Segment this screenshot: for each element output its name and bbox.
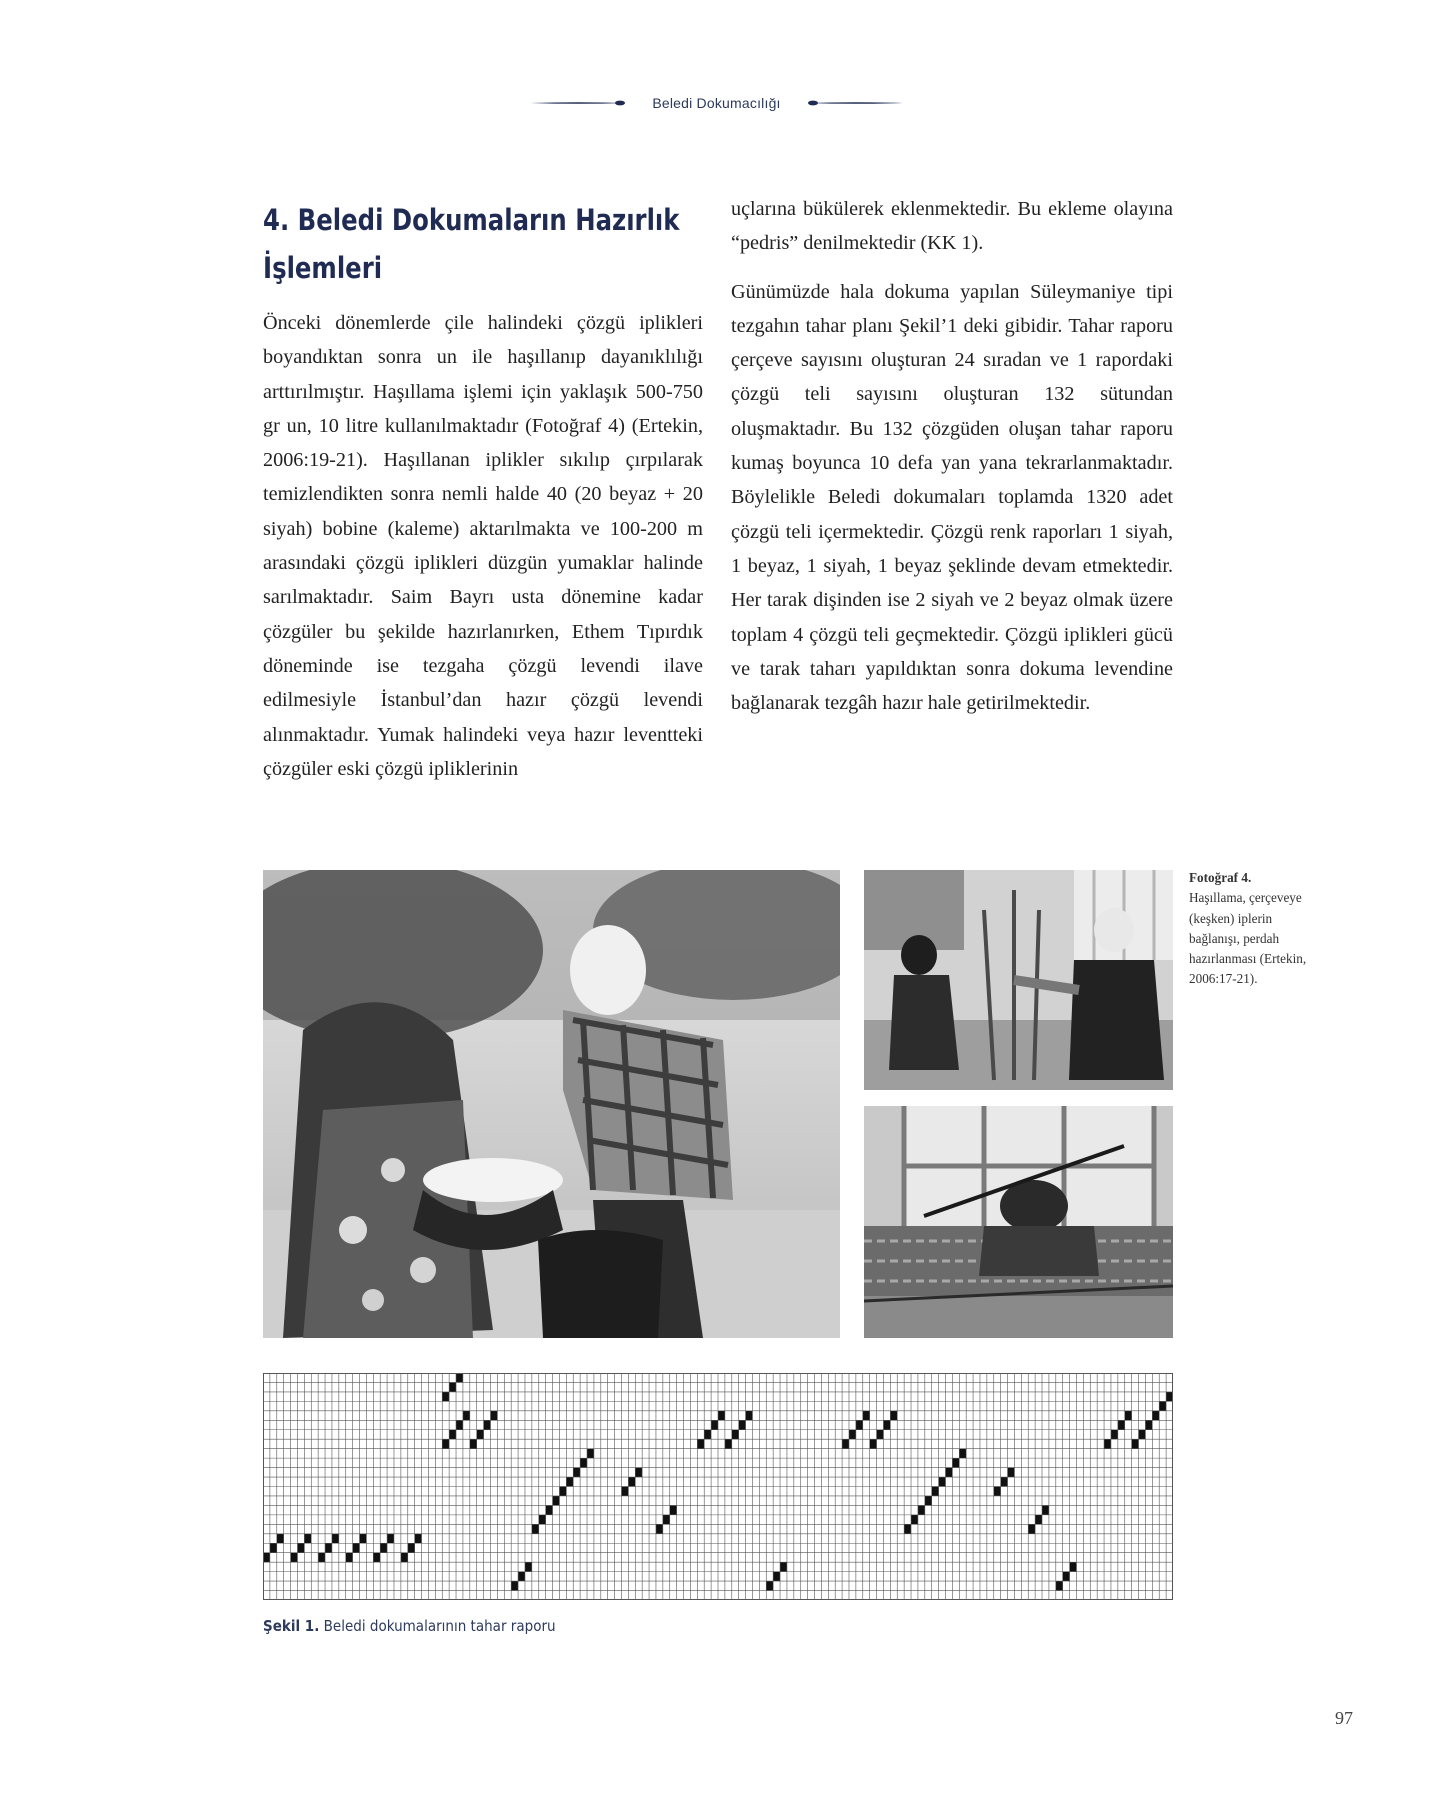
draft-filled-cell bbox=[994, 1487, 1001, 1496]
draft-filled-cell bbox=[449, 1382, 456, 1391]
figure-caption-text: Beledi dokumalarının tahar raporu bbox=[323, 1617, 556, 1635]
draft-filled-cell bbox=[911, 1515, 918, 1524]
draft-filled-cell bbox=[628, 1477, 635, 1486]
draft-filled-cell bbox=[842, 1439, 849, 1448]
left-ornament-icon bbox=[530, 98, 626, 108]
draft-filled-cell bbox=[656, 1524, 663, 1533]
draft-filled-cell bbox=[925, 1496, 932, 1505]
draft-filled-cell bbox=[1008, 1468, 1015, 1477]
draft-filled-cell bbox=[766, 1581, 773, 1590]
draft-filled-cell bbox=[952, 1458, 959, 1467]
draft-filled-cell bbox=[1035, 1515, 1042, 1524]
draft-filled-cell bbox=[890, 1411, 897, 1420]
left-column bbox=[263, 306, 703, 786]
draft-filled-cell bbox=[491, 1411, 498, 1420]
draft-filled-cell bbox=[304, 1534, 311, 1543]
draft-filled-cell bbox=[297, 1543, 304, 1552]
figure-caption bbox=[263, 1617, 556, 1635]
draft-filled-cell bbox=[415, 1534, 422, 1543]
photo-perdah-preparation bbox=[864, 1106, 1173, 1338]
draft-filled-cell bbox=[718, 1411, 725, 1420]
draft-filled-cell bbox=[883, 1420, 890, 1429]
draft-filled-cell bbox=[553, 1496, 560, 1505]
draft-filled-cell bbox=[353, 1543, 360, 1552]
draft-filled-cell bbox=[532, 1524, 539, 1533]
draft-filled-cell bbox=[587, 1449, 594, 1458]
draft-filled-cell bbox=[711, 1420, 718, 1429]
section-title: 4. Beledi Dokumaların Hazırlık İşlemleri bbox=[263, 203, 680, 285]
photo-caption-label: Fotoğraf 4. bbox=[1189, 870, 1252, 885]
draft-filled-cell bbox=[1159, 1401, 1166, 1410]
draft-filled-cell bbox=[1056, 1581, 1063, 1590]
running-title: Beledi Dokumacılığı bbox=[652, 95, 781, 111]
draft-filled-cell bbox=[739, 1420, 746, 1429]
draft-filled-cell bbox=[621, 1487, 628, 1496]
draft-filled-cell bbox=[1028, 1524, 1035, 1533]
draft-filled-cell bbox=[484, 1420, 491, 1429]
draft-filled-cell bbox=[1111, 1430, 1118, 1439]
draft-filled-cell bbox=[1132, 1439, 1139, 1448]
draft-filled-cell bbox=[525, 1562, 532, 1571]
page-number: 97 bbox=[1335, 1708, 1353, 1728]
draft-filled-cell bbox=[946, 1468, 953, 1477]
draft-filled-cell bbox=[442, 1392, 449, 1401]
draft-filled-cell bbox=[449, 1430, 456, 1439]
draft-filled-cell bbox=[1104, 1439, 1111, 1448]
draft-filled-cell bbox=[1118, 1420, 1125, 1429]
draft-filled-cell bbox=[780, 1562, 787, 1571]
draft-filled-cell bbox=[401, 1553, 408, 1562]
right-paragraph-1: uçlarına bükülerek eklenmektedir. Bu ekleme olayına “pedris” denilmektedir (KK 1). bbox=[731, 198, 1173, 255]
draft-filled-cell bbox=[573, 1468, 580, 1477]
draft-filled-cell bbox=[697, 1439, 704, 1448]
draft-filled-cell bbox=[511, 1581, 518, 1590]
tahar-draft-chart bbox=[263, 1373, 1173, 1600]
draft-filled-cell bbox=[332, 1534, 339, 1543]
draft-filled-cell bbox=[959, 1449, 966, 1458]
draft-filled-cell bbox=[477, 1430, 484, 1439]
draft-filled-cell bbox=[1145, 1420, 1152, 1429]
draft-filled-cell bbox=[539, 1515, 546, 1524]
draft-filled-cell bbox=[1139, 1430, 1146, 1439]
left-paragraph: Önceki dönemlerde çile halindeki çözgü iplikleri boyandıktan sonra un ile haşıllanıp dayanıklılığı arttırılmıştır. Haşıllama işlemi için yaklaşık 500-750 gr un, 10 litre kullanılmaktadır (Fotoğraf 4) (Ertekin, 2006:19-21). Haşıllanan iplikler sıkılıp çırpılarak temizlendikten sonra nemli halde 40 (20 beyaz + 20 siyah) bobine (kaleme) aktarılmakta ve 100-200 m arasındaki çözgü iplikleri düzgün yumaklar halinde sarılmaktadır. Saim Bayrı usta dönemine kadar çözgüler bu şekilde hazırlanırken, Ethem Tıpırdık döneminde ise tezgaha çözgü levendi ilave edilmesiyle İstanbul’dan hazır çözgü levendi alınmaktadır. Yumak halindeki veya hazır leventteki çözgüler eski çözgü ipliklerinin bbox=[263, 312, 703, 780]
draft-filled-cell bbox=[932, 1487, 939, 1496]
draft-filled-cell bbox=[263, 1553, 270, 1562]
draft-filled-cell bbox=[663, 1515, 670, 1524]
right-ornament-icon bbox=[807, 98, 903, 108]
draft-filled-cell bbox=[270, 1543, 277, 1552]
draft-filled-cell bbox=[442, 1439, 449, 1448]
draft-filled-cell bbox=[870, 1439, 877, 1448]
draft-filled-cell bbox=[732, 1430, 739, 1439]
draft-filled-cell bbox=[1001, 1477, 1008, 1486]
draft-filled-cell bbox=[380, 1543, 387, 1552]
draft-filled-cell bbox=[863, 1411, 870, 1420]
draft-filled-cell bbox=[1152, 1411, 1159, 1420]
draft-filled-cell bbox=[566, 1477, 573, 1486]
photo-frame-tying bbox=[864, 870, 1173, 1090]
draft-filled-cell bbox=[408, 1543, 415, 1552]
draft-filled-cell bbox=[670, 1505, 677, 1514]
draft-filled-cell bbox=[635, 1468, 642, 1477]
draft-filled-cell bbox=[849, 1430, 856, 1439]
draft-filled-cell bbox=[559, 1487, 566, 1496]
draft-filled-cell bbox=[518, 1572, 525, 1581]
draft-filled-cell bbox=[346, 1553, 353, 1562]
draft-filled-cell bbox=[580, 1458, 587, 1467]
photo-caption bbox=[1189, 868, 1309, 990]
draft-filled-cell bbox=[373, 1553, 380, 1562]
photo-caption-text: Haşıllama, çerçeveye (keşken) iplerin bağlanışı, perdah hazırlanması (Ertekin, 2006:17-21). bbox=[1189, 890, 1307, 987]
draft-filled-cell bbox=[387, 1534, 394, 1543]
draft-filled-cell bbox=[318, 1553, 325, 1562]
running-header bbox=[0, 88, 1433, 118]
right-column bbox=[731, 192, 1173, 720]
draft-filled-cell bbox=[456, 1420, 463, 1429]
right-paragraph-2: Günümüzde hala dokuma yapılan Süleymaniye tipi tezgahın tahar planı Şekil’1 deki gibidir. Tahar raporu çerçeve sayısını oluşturan 24 sıradan ve 1 rapordaki çözgü teli sayısını oluşturan 132 sütundan oluşmaktadır. Bu 132 çözgüden oluşan tahar raporu kumaş boyunca 10 defa yan yana tekrarlanmaktadır. Böylelikle Beledi dokumaları toplamda 1320 adet çözgü teli içermektedir. Çözgü renk raporları 1 siyah, 1 beyaz, 1 siyah, 1 beyaz şeklinde devam etmektedir. Her tarak dişinden ise 2 siyah ve 2 beyaz olmak üzere toplam 4 çözgü teli geçmektedir. Çözgü iplikleri gücü ve tarak taharı yapıldıktan sonra dokuma levendine bağlanarak tezgâh hazır hale getirilmektedir. bbox=[731, 280, 1173, 715]
draft-filled-cell bbox=[939, 1477, 946, 1486]
photo-sizing-process bbox=[263, 870, 840, 1338]
draft-filled-cell bbox=[746, 1411, 753, 1420]
draft-filled-cell bbox=[1070, 1562, 1077, 1571]
draft-filled-cell bbox=[904, 1524, 911, 1533]
draft-filled-cell bbox=[463, 1411, 470, 1420]
draft-filled-cell bbox=[546, 1505, 553, 1514]
draft-filled-cell bbox=[856, 1420, 863, 1429]
draft-filled-cell bbox=[360, 1534, 367, 1543]
draft-filled-cell bbox=[704, 1430, 711, 1439]
draft-filled-cell bbox=[291, 1553, 298, 1562]
draft-filled-cell bbox=[877, 1430, 884, 1439]
draft-filled-cell bbox=[1166, 1392, 1173, 1401]
draft-filled-cell bbox=[277, 1534, 284, 1543]
draft-filled-cell bbox=[325, 1543, 332, 1552]
draft-filled-cell bbox=[1042, 1505, 1049, 1514]
tahar-draft-grid bbox=[263, 1373, 1173, 1600]
figure-label: Şekil 1. bbox=[263, 1617, 320, 1635]
draft-filled-cell bbox=[918, 1505, 925, 1514]
draft-filled-cell bbox=[773, 1572, 780, 1581]
draft-filled-cell bbox=[1063, 1572, 1070, 1581]
draft-filled-cell bbox=[470, 1439, 477, 1448]
draft-filled-cell bbox=[725, 1439, 732, 1448]
draft-filled-cell bbox=[456, 1373, 463, 1382]
draft-filled-cell bbox=[1125, 1411, 1132, 1420]
